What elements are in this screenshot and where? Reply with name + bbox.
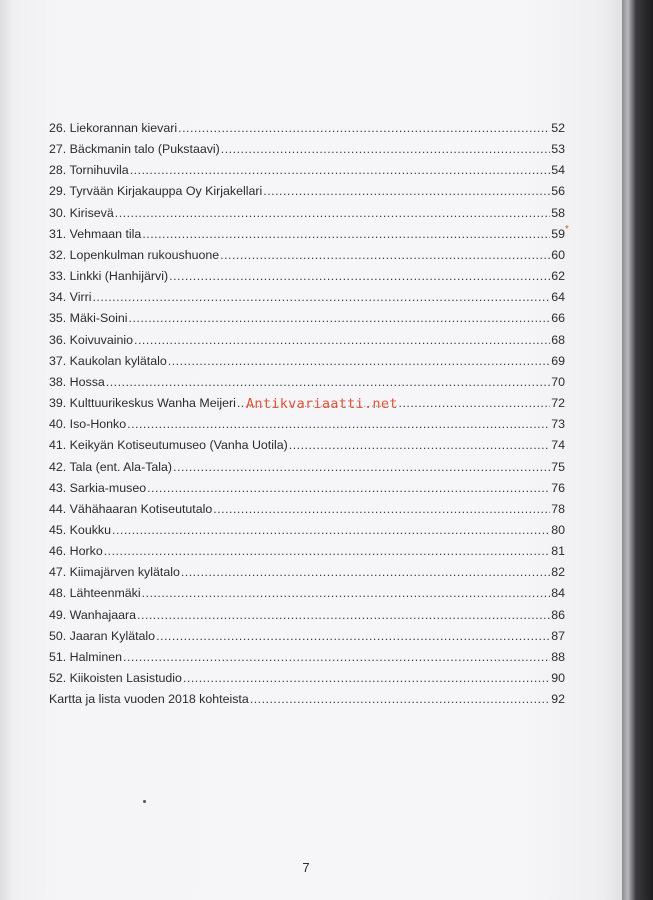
toc-leader-dots (168, 351, 550, 372)
toc-leader-dots (142, 583, 551, 604)
toc-entry-page: 53 (551, 142, 565, 157)
toc-leader-dots (142, 224, 550, 245)
toc-leader-dots (115, 203, 550, 224)
toc-entry-title: 37. Kaukolan kylätalo (49, 353, 167, 368)
toc-entry-page: 56 (551, 184, 565, 199)
toc-leader-dots (169, 266, 550, 287)
toc-entry-page: 81 (551, 544, 565, 559)
toc-entry (49, 245, 565, 266)
toc-entry (49, 139, 565, 160)
scan-edge-shadow (622, 0, 653, 900)
toc-leader-dots (104, 541, 550, 562)
margin-mark: * (565, 224, 569, 235)
toc-leader-dots (220, 245, 550, 266)
toc-entry (49, 541, 565, 562)
toc-leader-dots (178, 118, 550, 139)
toc-entry-page: 58 (551, 205, 565, 220)
toc-entry-page: 92 (551, 692, 565, 707)
toc-leader-dots (173, 457, 550, 478)
toc-leader-dots (106, 372, 550, 393)
toc-entry (49, 520, 565, 541)
toc-entry (49, 308, 565, 329)
toc-entry-title: 26. Liekorannan kievari (49, 121, 178, 135)
toc-entry-page: 87 (551, 628, 565, 643)
toc-entry (49, 372, 565, 393)
scan-speck (143, 800, 146, 803)
toc-entry-title: Kartta ja lista vuoden 2018 kohteista (49, 692, 249, 707)
toc-entry-page: 90 (551, 671, 565, 686)
toc-entry-title: 46. Horko (49, 544, 103, 559)
toc-entry-page: 78 (551, 501, 565, 516)
toc-entry-page: 75 (551, 459, 565, 474)
toc-entry (49, 583, 565, 604)
toc-entry-page: 88 (551, 649, 565, 664)
toc-entry-title: 29. Tyrvään Kirjakauppa Oy Kirjakellari (49, 184, 263, 199)
toc-leader-dots (183, 668, 550, 689)
toc-entry (49, 414, 565, 435)
toc-entry-title: 33. Linkki (Hanhijärvi) (49, 269, 169, 284)
toc-entry (49, 330, 565, 351)
toc-entry-page: 84 (551, 586, 565, 601)
toc-entry-page: 52 (551, 121, 565, 135)
toc-entry-title: 28. Tornihuvila (49, 163, 129, 178)
toc-entry (49, 499, 565, 520)
toc-entry (49, 562, 565, 583)
toc-entry-page: 64 (551, 290, 565, 305)
toc-leader-dots (147, 478, 550, 499)
toc-entry (49, 435, 565, 456)
toc-entry (49, 668, 565, 689)
toc-entry-page: 59 (551, 226, 565, 241)
toc-leader-dots (112, 520, 550, 541)
toc-leader-dots (129, 308, 551, 329)
toc-leader-dots (263, 181, 550, 202)
toc-entry (49, 647, 565, 668)
toc-entry-title: 43. Sarkia-museo (49, 480, 147, 495)
toc-entry-page: 70 (551, 374, 565, 389)
toc-leader-dots (156, 626, 550, 647)
toc-entry-page: 69 (551, 353, 565, 368)
toc-leader-dots (127, 414, 550, 435)
toc-leader-dots (92, 287, 550, 308)
watermark-text: Antikvariaatti.net (246, 396, 398, 412)
toc-leader-dots (250, 689, 550, 710)
toc-entry-title: 42. Tala (ent. Ala-Tala) (49, 459, 173, 474)
toc-leader-dots (181, 562, 550, 583)
toc-entry-title: 47. Kiimajärven kylätalo (49, 565, 180, 580)
toc-entry (49, 351, 565, 372)
toc-entry (49, 457, 565, 478)
toc-entry-page: 62 (551, 269, 565, 284)
toc-entry-page: 60 (551, 247, 565, 262)
toc-entry-title: 32. Lopenkulman rukoushuone (49, 247, 220, 262)
toc-entry (49, 605, 565, 626)
toc-entry (49, 118, 565, 139)
toc-leader-dots (221, 139, 550, 160)
toc-entry-page: 73 (551, 417, 565, 432)
toc-entry-title: 50. Jaaran Kylätalo (49, 628, 156, 643)
toc-entry-title: 27. Bäckmanin talo (Pukstaavi) (49, 142, 220, 157)
toc-entry-title: 36. Koivuvainio (49, 332, 134, 347)
toc-entry-title: 31. Vehmaan tila (49, 226, 142, 241)
toc-entry-title: 40. Iso-Honko (49, 417, 127, 432)
toc-entry-page: 74 (551, 438, 565, 453)
toc-entry-title: 41. Keikyän Kotiseutumuseo (Vanha Uotila) (49, 438, 288, 453)
toc-entry (49, 160, 565, 181)
toc-leader-dots (289, 435, 550, 456)
toc-entry (49, 478, 565, 499)
toc-entry (49, 181, 565, 202)
toc-entry-title: 34. Virri (49, 290, 92, 305)
toc-entry-page: 76 (551, 480, 565, 495)
toc-entry (49, 224, 565, 245)
page-number: 7 (302, 860, 310, 875)
toc-entry-title: 44. Vähähaaran Kotiseututalo (49, 501, 213, 516)
table-of-contents (49, 118, 565, 710)
toc-entry-title: 39. Kulttuurikeskus Wanha Meijeri (49, 396, 236, 411)
toc-entry-page: 72 (551, 396, 565, 411)
toc-entry-title: 52. Kiikoisten Lasistudio (49, 671, 182, 686)
toc-entry (49, 266, 565, 287)
toc-entry (49, 287, 565, 308)
toc-entry-title: 51. Halminen (49, 649, 123, 664)
toc-entry-title: 38. Hossa (49, 374, 105, 389)
toc-entry-page: 68 (551, 332, 565, 347)
toc-entry (49, 689, 565, 710)
toc-leader-dots (130, 160, 551, 181)
toc-leader-dots (123, 647, 550, 668)
toc-entry-title: 45. Koukku (49, 522, 111, 537)
toc-entry-page: 54 (551, 163, 565, 178)
toc-leader-dots (137, 605, 550, 626)
toc-leader-dots (134, 330, 550, 351)
toc-entry (49, 626, 565, 647)
toc-leader-dots (213, 499, 550, 520)
toc-entry-title: 35. Mäki-Soini (49, 311, 128, 326)
toc-entry-title: 30. Kirisevä (49, 205, 114, 220)
toc-entry (49, 203, 565, 224)
toc-entry-page: 86 (551, 607, 565, 622)
toc-entry-title: 48. Lähteenmäki (49, 586, 141, 601)
toc-entry-page: 82 (551, 565, 565, 580)
toc-entry-page: 66 (551, 311, 565, 326)
toc-entry-page: 80 (551, 522, 565, 537)
toc-entry-title: 49. Wanhajaara (49, 607, 137, 622)
